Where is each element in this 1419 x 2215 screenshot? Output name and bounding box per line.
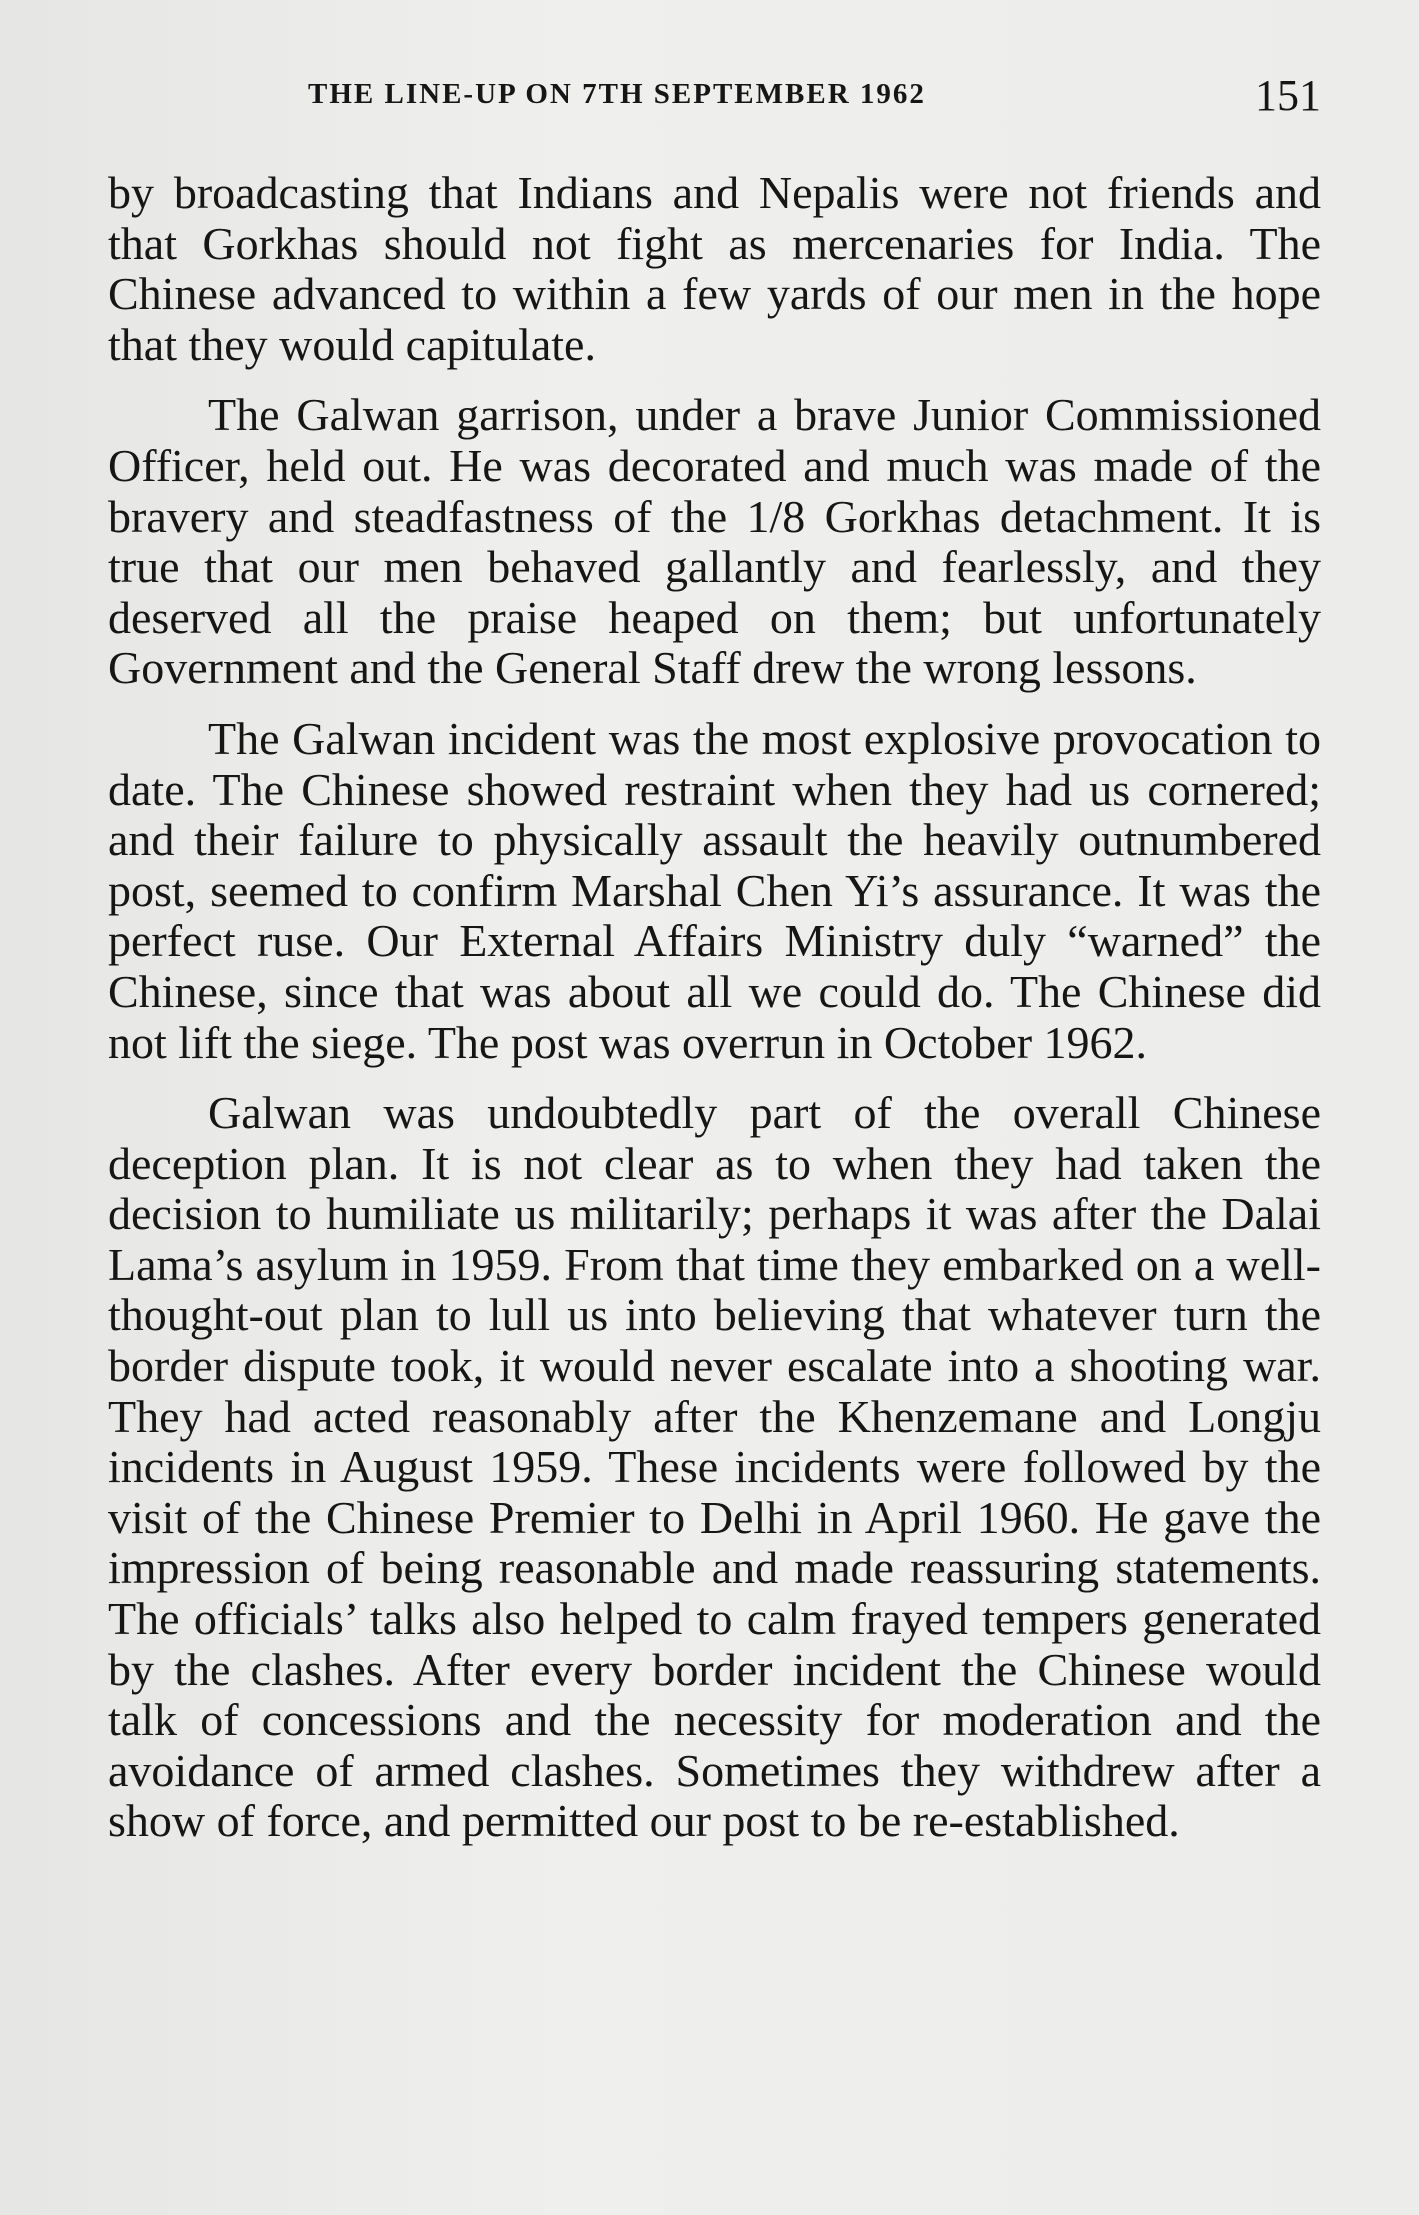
- body-text: [108, 168, 1321, 1847]
- page-number: 151: [1255, 71, 1321, 120]
- running-title: THE LINE-UP ON 7TH SEPTEMBER 1962: [308, 78, 926, 110]
- paragraph-deception-plan: Galwan was undoubtedly part of the overall Chinese deception plan. It is not clear as to when they had taken the decision to humiliate us militarily; perhaps it was after the Dalai Lama’s asylum in 1959. From that time they embarked on a well-thought-out plan to lull us into believing that whatever turn the border dispute took, it would never escalate into a shooting war. They had acted reasonably after the Khenzemane and Longju incidents in August 1959. These incidents were followed by the visit of the Chinese Premier to Delhi in April 1960. He gave the impression of being reasonable and made reassuring statements. The officials’ talks also helped to calm frayed tempers generated by the clashes. After every border incident the Chinese would talk of concessions and the necessity for moderation and the avoidance of armed clashes. Sometimes they withdrew after a show of force, and permitted our post to be re-established.: [108, 1087, 1321, 1847]
- paragraph-galwan-incident: The Galwan incident was the most explosive provocation to date. The Chinese showed restraint when they had us cornered; and their failure to physically assault the heavily outnumbered post, seemed to confirm Marshal Chen Yi’s assurance. It was the perfect ruse. Our External Affairs Ministry duly “warned” the Chinese, since that was about all we could do. The Chinese did not lift the siege. The post was overrun in October 1962.: [108, 712, 1321, 1068]
- paragraph-continued: by broadcasting that Indians and Nepalis were not friends and that Gorkhas should not fight as mercenaries for India. The Chinese advanced to within a few yards of our men in the hope that they would capitulate.: [108, 167, 1321, 370]
- paragraph-galwan-garrison: The Galwan garrison, under a brave Junior Commissioned Officer, held out. He was decorated and much was made of the bravery and steadfastness of the 1/8 Gorkhas detachment. It is true that our men behaved gallantly and fearlessly, and they deserved all the praise heaped on them; but unfortunately Government and the General Staff drew the wrong lessons.: [108, 389, 1321, 694]
- running-head: [108, 70, 1321, 120]
